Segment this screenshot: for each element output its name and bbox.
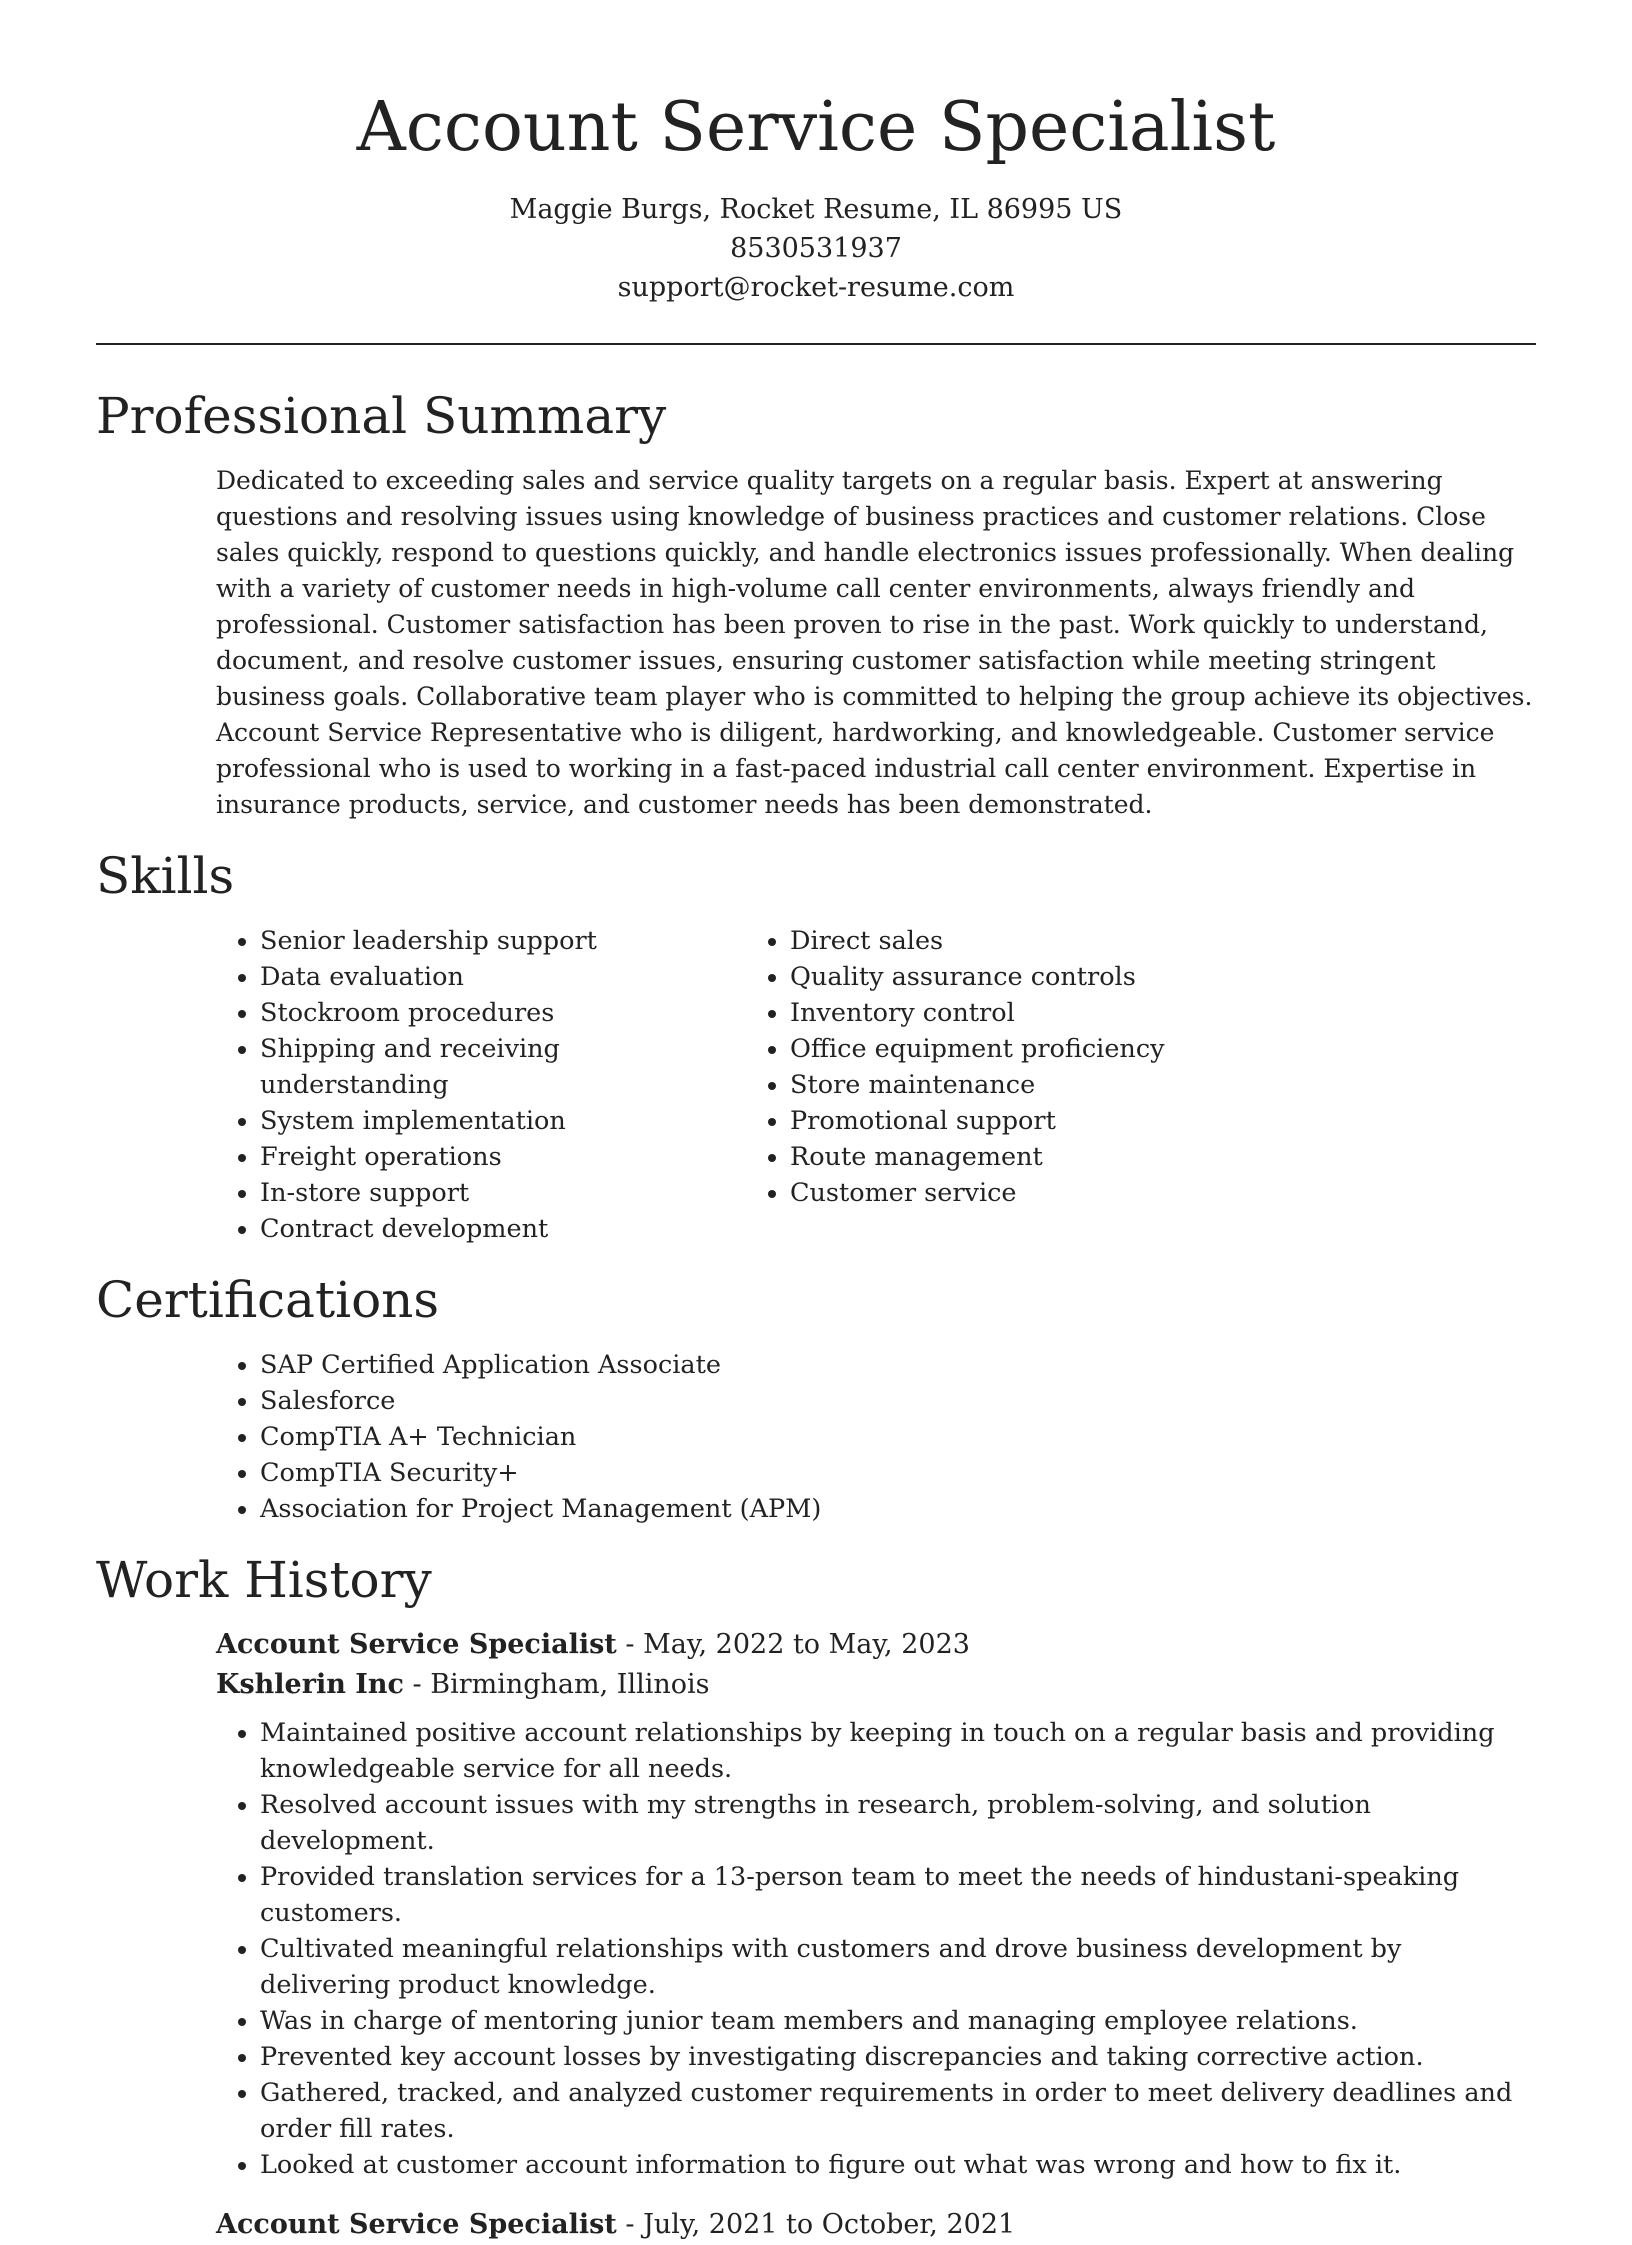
skill-item: • Freight operations bbox=[260, 1139, 746, 1175]
job-bullet: • Was in charge of mentoring junior team members and managing employee relations. bbox=[260, 2003, 1536, 2039]
skills-list-right bbox=[746, 923, 1536, 1247]
skill-item: • System implementation bbox=[260, 1103, 746, 1139]
work-history-heading: Work History bbox=[96, 1551, 432, 1609]
header-divider bbox=[96, 343, 1536, 345]
skills-grid bbox=[96, 923, 1536, 1247]
job-company: Kshlerin Inc bbox=[216, 1669, 404, 1700]
job-title: Account Service Specialist bbox=[216, 1629, 617, 1660]
job-bullet: • Looked at customer account information to figure out what was wrong and how to fix it. bbox=[260, 2147, 1536, 2183]
skill-item: • In-store support bbox=[260, 1175, 746, 1211]
skill-item: • Customer service bbox=[790, 1175, 1536, 1211]
job-bullet: • Prevented key account losses by investigating discrepancies and taking corrective action. bbox=[260, 2039, 1536, 2075]
contact-phone: 8530531937 bbox=[730, 233, 902, 264]
resume-header bbox=[0, 0, 1632, 307]
skill-item: • Senior leadership support bbox=[260, 923, 746, 959]
job-bullet: • Maintained positive account relationships by keeping in touch on a regular basis and providing knowledgeable service for all needs. bbox=[260, 1715, 1536, 1787]
skill-item: • Direct sales bbox=[790, 923, 1536, 959]
skills-section bbox=[96, 845, 1536, 1247]
certifications-list bbox=[216, 1347, 1536, 1527]
skill-item: • Route management bbox=[790, 1139, 1536, 1175]
skill-item: • Promotional support bbox=[790, 1103, 1536, 1139]
job-entry bbox=[96, 2205, 1536, 2245]
job-title: Account Service Specialist bbox=[216, 2209, 617, 2240]
certification-item: • CompTIA Security+ bbox=[260, 1455, 1536, 1491]
skill-item: • Contract development bbox=[260, 1211, 746, 1247]
skill-item: • Office equipment proficiency bbox=[790, 1031, 1536, 1067]
skill-item: • Shipping and receiving understanding bbox=[260, 1031, 746, 1103]
summary-text: Dedicated to exceeding sales and service quality targets on a regular basis. Expert at answering questions and resolving issues using knowledge of business practices and customer relations. Close sales quickly, respond to questions quickly, and handle electronics issues professionally. When dealing with a variety of customer needs in high-volume call center environments, always friendly and professional. Customer satisfaction has been proven to rise in the past. Work quickly to understand, document, and resolve customer issues, ensuring customer satisfaction while meeting stringent business goals. Collaborative team player who is committed to helping the group achieve its objectives. Account Service Representative who is diligent, hardworking, and knowledgeable. Customer service professional who is used to working in a fast-paced industrial call center environment. Expertise in insurance products, service, and customer needs has been demonstrated. bbox=[216, 466, 1533, 819]
job-bullet: • Gathered, tracked, and analyzed customer requirements in order to meet delivery deadlines and order fill rates. bbox=[260, 2075, 1536, 2147]
job-dates: - July, 2021 to October, 2021 bbox=[625, 2209, 1016, 2240]
job-bullet: • Cultivated meaningful relationships with customers and drove business development by delivering product knowledge. bbox=[260, 1931, 1536, 2003]
resume-title: Account Service Specialist bbox=[356, 88, 1276, 167]
summary-heading: Professional Summary bbox=[96, 387, 667, 445]
contact-block bbox=[0, 190, 1632, 307]
certification-item: • CompTIA A+ Technician bbox=[260, 1419, 1536, 1455]
summary-section bbox=[96, 385, 1536, 823]
skill-item: • Quality assurance controls bbox=[790, 959, 1536, 995]
job-dates: - May, 2022 to May, 2023 bbox=[625, 1629, 970, 1660]
certification-item: • Salesforce bbox=[260, 1383, 1536, 1419]
job-bullets bbox=[216, 1715, 1536, 2183]
skills-heading: Skills bbox=[96, 847, 235, 905]
job-bullet: • Resolved account issues with my strengths in research, problem-solving, and solution development. bbox=[260, 1787, 1536, 1859]
contact-address: Maggie Burgs, Rocket Resume, IL 86995 US bbox=[509, 194, 1123, 225]
job-title-line bbox=[216, 2205, 1536, 2245]
job-location: - Birmingham, Illinois bbox=[412, 1669, 710, 1700]
work-history-section bbox=[96, 1549, 1536, 2245]
skill-item: • Stockroom procedures bbox=[260, 995, 746, 1031]
contact-email: support@rocket-resume.com bbox=[617, 272, 1015, 303]
certification-item: • Association for Project Management (APM) bbox=[260, 1491, 1536, 1527]
job-entry bbox=[96, 1625, 1536, 2183]
job-bullet: • Provided translation services for a 13-person team to meet the needs of hindustani-speaking customers. bbox=[260, 1859, 1536, 1931]
certifications-section bbox=[96, 1269, 1536, 1527]
skill-item: • Inventory control bbox=[790, 995, 1536, 1031]
job-company-line bbox=[216, 1665, 1536, 1705]
certification-item: • SAP Certified Application Associate bbox=[260, 1347, 1536, 1383]
skills-list-left bbox=[216, 923, 746, 1247]
certifications-heading: Certifications bbox=[96, 1271, 440, 1329]
job-title-line bbox=[216, 1625, 1536, 1665]
skill-item: • Store maintenance bbox=[790, 1067, 1536, 1103]
skill-item: • Data evaluation bbox=[260, 959, 746, 995]
